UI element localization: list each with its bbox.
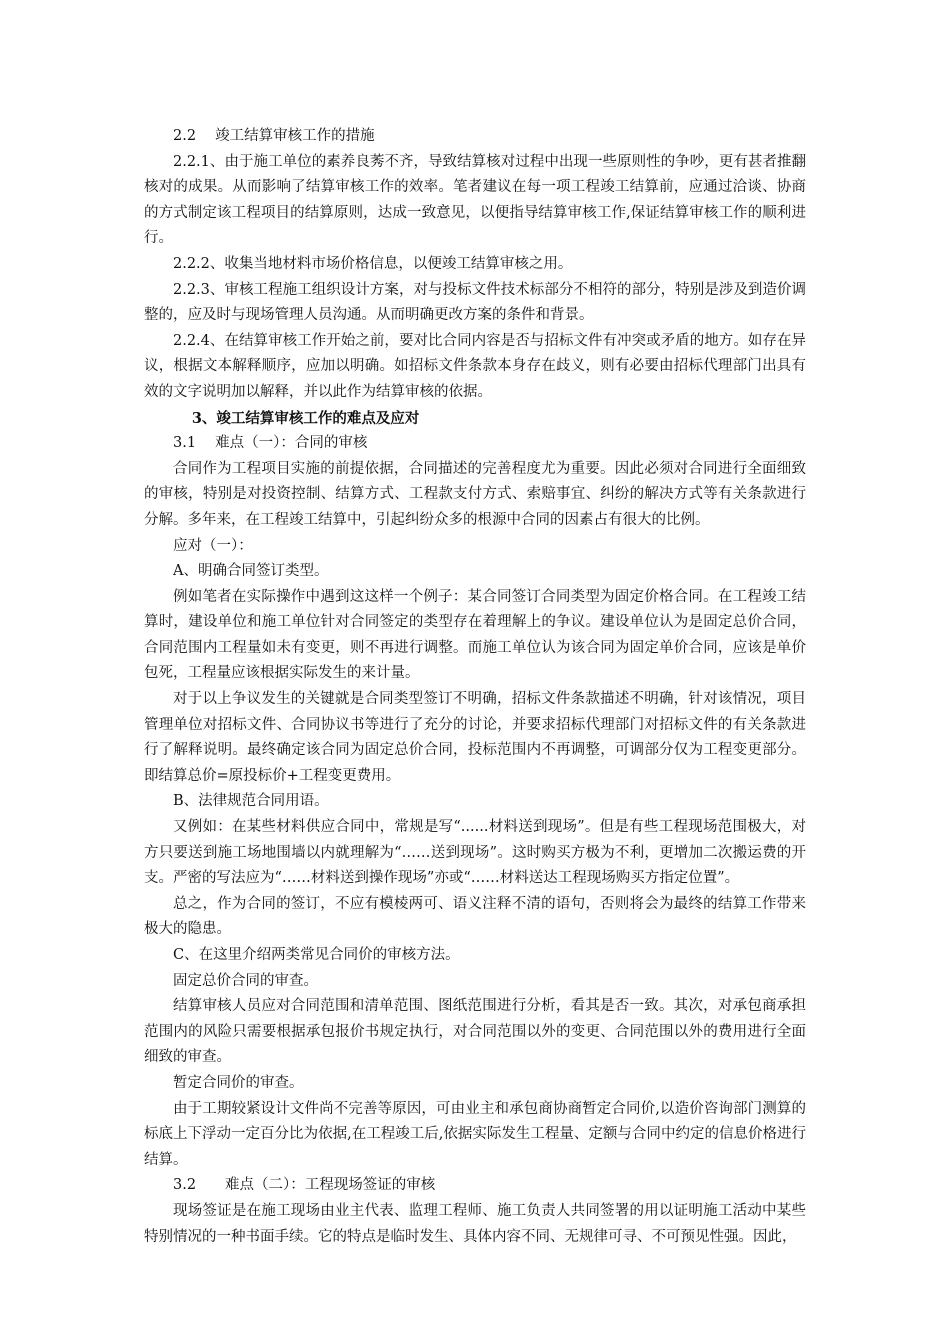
subheading-c: C、在这里介绍两类常见合同价的审核方法。 [173, 947, 460, 963]
section-heading-3: 3、竣工结算审核工作的难点及应对 [191, 409, 420, 427]
subheading-b: B、法律规范合同用语。 [173, 793, 329, 810]
subheading-a: A、明确合同签订类型。 [173, 563, 329, 580]
paragraph-2-2-2: 2.2.2、收集当地材料市场价格信息，以便竣工结算审核之用。 [173, 255, 573, 272]
document-body [144, 124, 806, 1250]
paragraph: 总之，作为合同的签订，不应有模棱两可、语义注释不清的语句，否则将会为最终的结算工作带来极大的隐患。 [144, 895, 806, 938]
paragraph-2-2-3: 2.2.3、审核工程施工组织设计方案，对与投标文件技术标部分不相符的部分，特别是涉及到造价调整的，应及时与现场管理人员沟通。从而明确更改方案的条件和背景。 [144, 281, 806, 324]
section-heading-3-1: 3.1 难点（一）：合同的审核 [173, 435, 368, 452]
subheading-provisional-price: 暂定合同价的审查。 [173, 1074, 304, 1091]
subheading-fixed-price: 固定总价合同的审查。 [173, 972, 318, 989]
paragraph: 又例如：在某些材料供应合同中，常规是写“......材料送到现场”。但是有些工程现场范围极大，对方只要送到施工场地围墙以内就理解为“……送到现场”。这时购买方极为不利，更增加二次搬运费的开支。严密的写法应为“……材料送到操作现场”亦或“……材料送达工程现场购买方指定位置”。 [144, 819, 806, 887]
paragraph: 由于工期较紧设计文件尚不完善等原因，可由业主和承包商协商暂定合同价,以造价咨询部门测算的标底上下浮动一定百分比为依据,在工程竣工后,依据实际发生工程量、定额与合同中约定的信息价格进行结算。 [144, 1100, 806, 1168]
paragraph-2-2-4: 2.2.4、在结算审核工作开始之前，要对比合同内容是否与招标文件有冲突或矛盾的地方。如存在异议，根据文本解释顺序，应加以明确。如招标文件条款本身存在歧义，则有必要由招标代理部门出具有效的文字说明加以解释，并以此作为结算审核的依据。 [144, 332, 806, 400]
section-heading-3-2: 3.2 难点（二）：工程现场签证的审核 [173, 1177, 436, 1194]
paragraph: 现场签证是在施工现场由业主代表、监理工程师、施工负责人共同签署的用以证明施工活动中某些特别情况的一种书面手续。它的特点是临时发生、具体内容不同、无规律可寻、不可预见性强。因此， [144, 1202, 806, 1245]
paragraph: 合同作为工程项目实施的前提依据，合同描述的完善程度尤为重要。因此必须对合同进行全面细致的审核，特别是对投资控制、结算方式、工程款支付方式、索赔事宜、纠纷的解决方式等有关条款进行分解。多年来，在工程竣工结算中，引起纠纷众多的根源中合同的因素占有很大的比例。 [144, 460, 806, 528]
paragraph: 对于以上争议发生的关键就是合同类型签订不明确，招标文件条款描述不明确，针对该情况，项目管理单位对招标文件、合同协议书等进行了充分的讨论，并要求招标代理部门对招标文件的有关条款进行了解释说明。最终确定该合同为固定总价合同，投标范围内不再调整，可调部分仅为工程变更部分。即结算总价=原投标价+工程变更费用。 [144, 691, 806, 784]
section-heading-2-2: 2.2 竣工结算审核工作的措施 [173, 128, 375, 144]
paragraph: 结算审核人员应对合同范围和清单范围、图纸范围进行分析，看其是否一致。其次，对承包商承担范围内的风险只需要根据承包报价书规定执行，对合同范围以外的变更、合同范围以外的费用进行全面细致的审查。 [144, 998, 806, 1066]
paragraph-2-2-1: 2.2.1、由于施工单位的素养良莠不齐，导致结算核对过程中出现一些原则性的争吵，更有甚者推翻核对的成果。从而影响了结算审核工作的效率。笔者建议在每一项工程竣工结算前，应通过洽谈、协商的方式制定该工程项目的结算原则，达成一致意见，以便指导结算审核工作,保证结算审核工作的顺利进行。 [144, 153, 806, 247]
subheading-response-1: 应对（一）： [173, 537, 253, 554]
paragraph: 例如笔者在实际操作中遇到这这样一个例子：某合同签订合同类型为固定价格合同。在工程竣工结算时，建设单位和施工单位针对合同签定的类型存在着理解上的争议。建设单位认为是固定总价合同，合同范围内工程量如未有变更，则不再进行调整。而施工单位认为该合同为固定单价合同，应该是单价包死，工程量应该根据实际发生的来计量。 [144, 588, 806, 682]
